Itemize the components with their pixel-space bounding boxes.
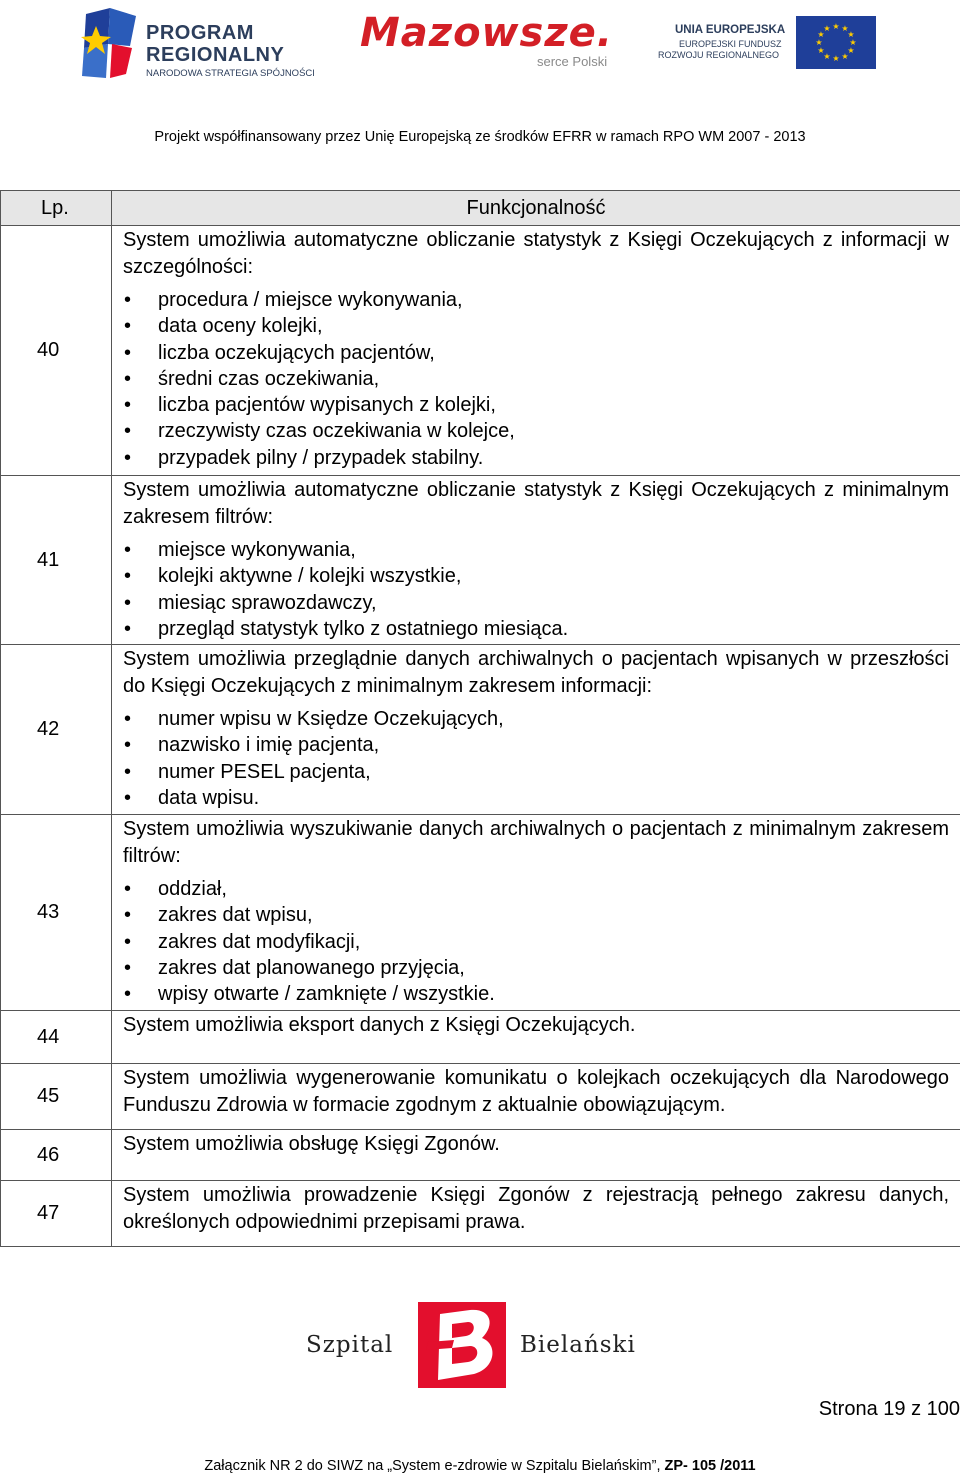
list-item: • oddział, [123, 876, 949, 902]
list-item: • data wpisu. [123, 785, 949, 811]
list-item: • wpisy otwarte / zamknięte / wszystkie. [123, 981, 949, 1007]
footer-note-text: Załącznik NR 2 do SIWZ na „System e-zdrowie w Szpitalu Bielańskim”, [204, 1458, 665, 1474]
list-item: • liczba oczekujących pacjentów, [123, 340, 949, 366]
svg-text:★: ★ [847, 30, 855, 39]
requirements-table [0, 190, 960, 1247]
list-item: • miesiąc sprawozdawczy, [123, 590, 949, 616]
column-header-functionality: Funkcjonalność [112, 191, 960, 226]
list-item: • średni czas oczekiwania, [123, 366, 949, 392]
svg-text:★: ★ [847, 46, 855, 55]
row-text: System umożliwia wygenerowanie komunikatu o kolejkach oczekujących dla Narodowego Funduszu Zdrowia w formacie zgodnym z aktualnie obowiązującym. [123, 1067, 949, 1116]
program-logo-line3: NARODOWA STRATEGIA SPÓJNOŚCI [146, 68, 315, 79]
hospital-b-mark-icon [418, 1302, 506, 1388]
svg-text:★: ★ [823, 24, 831, 33]
row-functionality [112, 476, 960, 645]
row-number: 45 [1, 1064, 112, 1130]
table-header-row [1, 191, 960, 226]
row-number: 44 [1, 1011, 112, 1064]
bullet-list [123, 876, 949, 1007]
svg-text:★: ★ [841, 52, 849, 61]
program-logo-line2: REGIONALNY [146, 44, 285, 66]
list-item: • zakres dat modyfikacji, [123, 929, 949, 955]
row-text: System umożliwia prowadzenie Księgi Zgonów z rejestracją pełnego zakresu danych, określonych odpowiednimi przepisami prawa. [123, 1184, 949, 1233]
list-item: • zakres dat wpisu, [123, 902, 949, 928]
hospital-logo-left-text: Szpital [306, 1332, 394, 1358]
row-number: 47 [1, 1181, 112, 1247]
row-number: 40 [1, 226, 112, 476]
row-text: System umożliwia automatyczne obliczanie statystyk z Księgi Oczekujących z informacji w szczególności: [123, 229, 949, 278]
table-row [1, 815, 960, 1011]
list-item: • numer PESEL pacjenta, [123, 759, 949, 785]
mazowsze-logo [360, 10, 630, 80]
mazowsze-wordmark: Mazowsze. [360, 10, 613, 56]
table-row [1, 226, 960, 476]
row-functionality [112, 226, 960, 476]
bullet-list [123, 287, 949, 471]
svg-text:★: ★ [823, 52, 831, 61]
szpital-bielanski-logo [300, 1300, 660, 1392]
row-number: 42 [1, 645, 112, 815]
row-functionality [112, 815, 960, 1011]
row-number: 46 [1, 1130, 112, 1181]
page-number: Strona 19 z 100 [818, 1398, 960, 1420]
eu-logo-line1: UNIA EUROPEJSKA [675, 24, 786, 36]
program-logo-line1: PROGRAM [146, 22, 254, 44]
row-functionality [112, 1011, 960, 1064]
row-text: System umożliwia przeglądnie danych archiwalnych o pacjentach wpisanych w przeszłości do Księgi Oczekujących z minimalnym zakresem informacji: [123, 648, 949, 697]
table-row [1, 1130, 960, 1181]
table-row [1, 1064, 960, 1130]
table-row [1, 476, 960, 645]
row-number: 41 [1, 476, 112, 645]
table-row [1, 1181, 960, 1247]
svg-text:★: ★ [815, 38, 823, 47]
list-item: • przegląd statystyk tylko z ostatniego miesiąca. [123, 616, 949, 642]
eu-logo-line2: EUROPEJSKI FUNDUSZ [679, 39, 782, 49]
svg-text:★: ★ [832, 22, 840, 31]
header-logos [0, 0, 960, 95]
list-item: • liczba pacjentów wypisanych z kolejki, [123, 392, 949, 418]
list-item: • rzeczywisty czas oczekiwania w kolejce, [123, 418, 949, 444]
svg-text:★: ★ [841, 24, 849, 33]
list-item: • kolejki aktywne / kolejki wszystkie, [123, 563, 949, 589]
bullet-list [123, 706, 949, 811]
bullet-list [123, 537, 949, 642]
list-item: • przypadek pilny / przypadek stabilny. [123, 445, 949, 471]
row-text: System umożliwia wyszukiwanie danych archiwalnych o pacjentach z minimalnym zakresem filtrów: [123, 818, 949, 867]
program-star-icon [80, 4, 142, 82]
footer-note-reference: ZP- 105 /2011 [664, 1458, 756, 1474]
list-item: • procedura / miejsce wykonywania, [123, 287, 949, 313]
column-header-lp: Lp. [1, 191, 112, 226]
mazowsze-tagline: serce Polski [537, 54, 608, 69]
program-regionalny-logo [80, 4, 330, 84]
footer-note [0, 1458, 960, 1474]
svg-text:★: ★ [817, 46, 825, 55]
row-functionality [112, 1064, 960, 1130]
svg-text:★: ★ [817, 30, 825, 39]
list-item: • numer wpisu w Księdze Oczekujących, [123, 706, 949, 732]
row-functionality [112, 645, 960, 815]
hospital-b-icon [418, 1302, 506, 1388]
svg-text:★: ★ [832, 54, 840, 63]
project-cofinancing-line: Projekt współfinansowany przez Unię Europejską ze środków EFRR w ramach RPO WM 2007 - 2013 [154, 129, 806, 145]
table-row [1, 645, 960, 815]
hospital-logo-right-text: Bielański [520, 1332, 636, 1358]
row-number: 43 [1, 815, 112, 1011]
eu-flag-icon [796, 16, 876, 69]
row-functionality [112, 1130, 960, 1181]
row-text: System umożliwia obsługę Księgi Zgonów. [123, 1133, 500, 1155]
list-item: • miejsce wykonywania, [123, 537, 949, 563]
row-text: System umożliwia automatyczne obliczanie statystyk z Księgi Oczekujących z minimalnym zakresem filtrów: [123, 479, 949, 528]
eu-logo [655, 14, 880, 72]
list-item: • zakres dat planowanego przyjęcia, [123, 955, 949, 981]
list-item: • data oceny kolejki, [123, 313, 949, 339]
eu-logo-line3: ROZWOJU REGIONALNEGO [658, 50, 780, 60]
row-functionality [112, 1181, 960, 1247]
list-item: • nazwisko i imię pacjenta, [123, 732, 949, 758]
table-row [1, 1011, 960, 1064]
row-text: System umożliwia eksport danych z Księgi Oczekujących. [123, 1014, 636, 1036]
svg-text:★: ★ [849, 38, 857, 47]
